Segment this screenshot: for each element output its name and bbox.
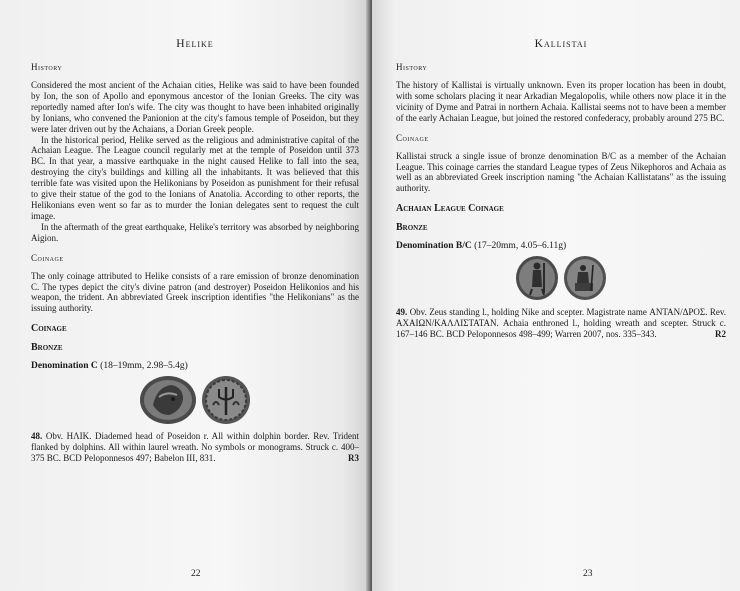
history-heading: History bbox=[31, 62, 63, 72]
coinage-heading: Coinage bbox=[396, 132, 429, 143]
coin-obverse-zeus-icon bbox=[515, 255, 559, 301]
denomination-label: Denomination B/C bbox=[396, 241, 472, 252]
history-paragraph: In the aftermath of the great earthquake, Helike's territory was absorbed by neighboring Aigion. bbox=[31, 221, 359, 243]
metal-heading: Bronze bbox=[396, 222, 428, 234]
denomination-line bbox=[31, 361, 359, 371]
coinage-heading: Coinage bbox=[31, 252, 64, 263]
coinage-paragraph: Kallistai struck a single issue of bronze denomination B/C as a member of the Achaian League. This coinage carries the standard League types of Zeus Nikephoros and Achaia as well as an abbreviated Greek inscription naming "the Achaian Kallistatans" as the issuing authority. bbox=[396, 150, 726, 194]
page-title: Kallistai bbox=[534, 38, 588, 50]
coin-images bbox=[396, 255, 726, 301]
rarity-label: R3 bbox=[348, 452, 359, 463]
metal-heading: Bronze bbox=[31, 342, 63, 354]
history-paragraph: In the historical period, Helike served as the religious and administrative capital of the Achaian League. The League council regularly met at the temple of Poseidon until 373 BC. In that year, a massive earthquake in the night caused Helike to fall into the sea, destroying the city's buildings and killing all the inhabitants. It was believed that this terrible fate was visited upon the Helikonians by Poseidon as punishment for their refusal to give their statue of the god to the Ionians of Anatolia. According to other reports, the Helikonians even went so far as to murder the Ionian delegates sent to request the cult image. bbox=[31, 134, 359, 221]
history-paragraph: Considered the most ancient of the Achaian cities, Helike was said to have been founded by Ion, the son of Apollo and eponymous ancestor of the Ionian Greeks. The city was reportedly named after Ion's wife. The city was thought to have been inhabited originally by Ionians, who convened the Panionion at the city's famous temple of Poseidon, but they were later driven out by the Achaians, a Dorian Greek people. bbox=[31, 80, 359, 134]
page-number: 23 bbox=[583, 569, 593, 579]
denomination-spec: (18–19mm, 2.98–5.4g) bbox=[100, 361, 188, 372]
section-heading: Coinage bbox=[31, 323, 67, 335]
coin-reverse-achaia-icon bbox=[563, 255, 607, 301]
coinage-paragraph: The only coinage attributed to Helike consists of a rare emission of bronze denomination C. The types depict the city's divine patron (and destroyer) Poseidon Helikonios and his weapon, the trident. An abbreviated Greek inscription identifies "the Helikonians" as the issuing authority. bbox=[31, 270, 359, 314]
rarity-label: R2 bbox=[715, 328, 726, 339]
section-heading: Achaian League Coinage bbox=[396, 203, 504, 215]
coin-images bbox=[31, 375, 359, 425]
entry-text: Obv. ΗΛΙΚ. Diademed head of Poseidon r. All within dolphin border. Rev. Trident flanked by dolphins. All within laurel wreath. No symbols or monograms. Struck c. 400–375 BC. BCD Peloponnesos 497; Babelon III, 831. bbox=[31, 431, 359, 464]
right-column bbox=[396, 38, 726, 339]
history-paragraph: The history of Kallistai is virtually unknown. Even its proper location has been in doubt, with some scholars placing it near Arkadian Megalopolis, while others now place it in the vicinity of Dyme and Patrai in northern Achaia. Kallistai seems not to have been a member of the early Achaian League, but joined the restored confederacy, probably around 275 BC. bbox=[396, 80, 726, 123]
entry-text: Obv. Zeus standing l., holding Nike and scepter. Magistrate name ΑΝΤΑΝ/ΔΡΟΣ. Rev. ΑΧΑΙΩΝ/ΚΑΛΛΙΣΤΑΤΑΝ. Achaia enthroned l., holding wreath and scepter. Struck c. 167–146 BC. BCD Peloponnesos 498–499; Warren 2007, nos. 335–343. bbox=[396, 307, 726, 340]
entry-number: 48. bbox=[31, 431, 43, 442]
page-number: 22 bbox=[191, 569, 201, 579]
denomination-label: Denomination C bbox=[31, 361, 98, 372]
page-right bbox=[372, 0, 740, 591]
entry-number: 49. bbox=[396, 307, 408, 318]
left-column bbox=[31, 38, 359, 463]
page-title: Helike bbox=[176, 38, 214, 50]
denomination-spec: (17–20mm, 4.05–6.11g) bbox=[474, 241, 567, 252]
coin-obverse-poseidon-icon bbox=[139, 375, 197, 425]
denomination-line bbox=[396, 241, 726, 251]
history-heading: History bbox=[396, 62, 428, 72]
coin-reverse-trident-icon bbox=[201, 375, 251, 425]
